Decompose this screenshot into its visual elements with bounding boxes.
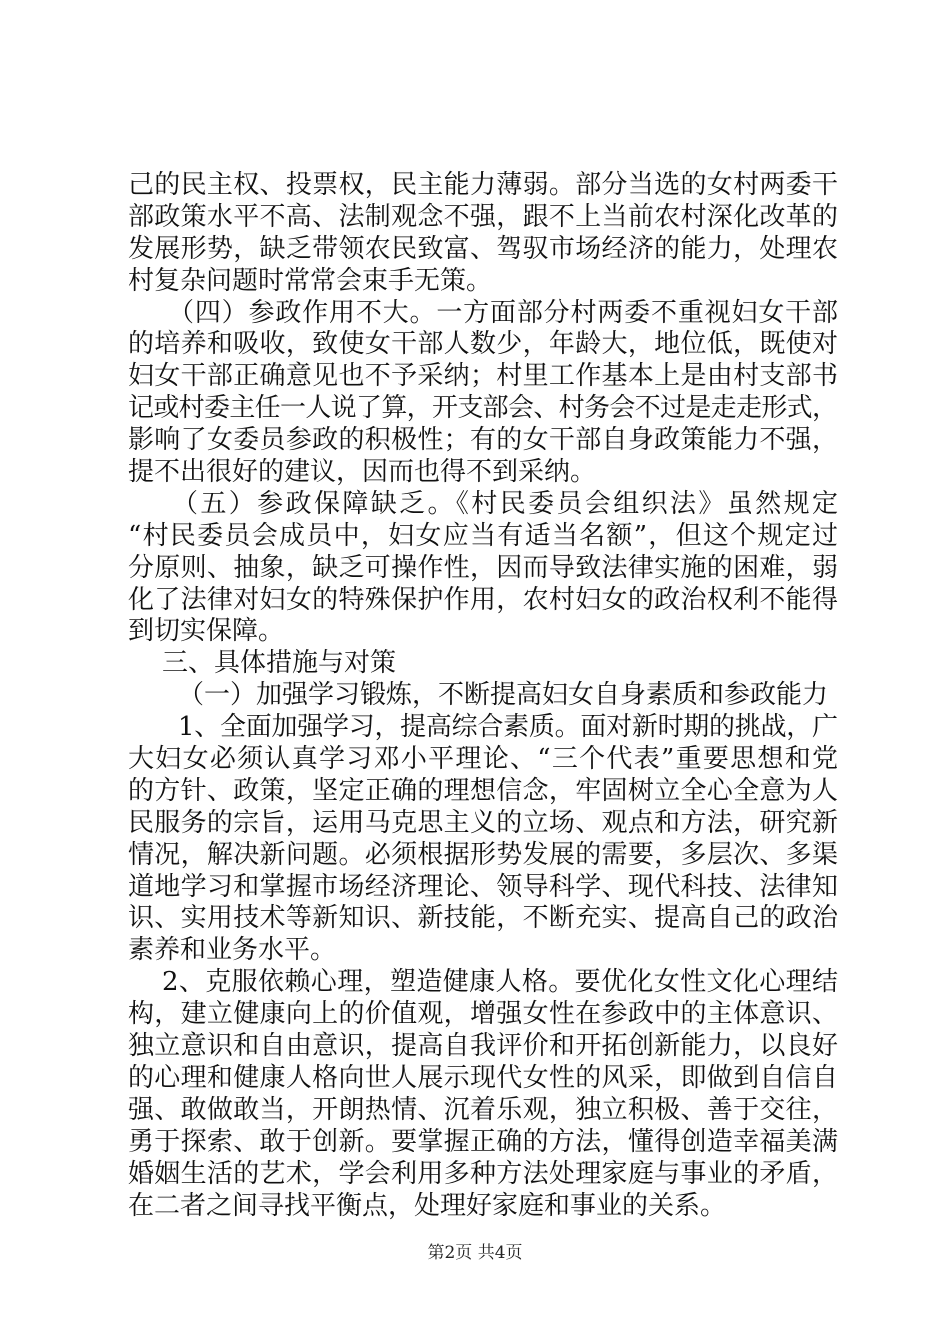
text-line: 发展形势，缺乏带领农民致富、驾驭市场经济的能力，处理农 (128, 233, 839, 264)
text-line: 识、实用技术等新知识、新技能，不断充实、提高自己的政治 (128, 903, 839, 934)
text-line: 情况，解决新问题。必须根据形势发展的需要，多层次、多渠 (128, 839, 839, 870)
text-line: 己的民主权、投票权，民主能力薄弱。部分当选的女村两委干 (128, 170, 839, 200)
text-line: 勇于探索、敢于创新。要掌握正确的方法，懂得创造幸福美满 (128, 1126, 839, 1157)
text-line: 到切实保障。 (128, 616, 285, 647)
text-line: 婚姻生活的艺术，学会利用多种方法处理家庭与事业的矛盾， (128, 1158, 839, 1189)
text-line: 民服务的宗旨，运用马克思主义的立场、观点和方法，研究新 (128, 807, 839, 838)
text-line: （四）参政作用不大。一方面部分村两委不重视妇女干部 (168, 297, 839, 328)
text-line: “村民委员会成员中，妇女应当有适当名额”，但这个规定过 (128, 520, 840, 551)
text-line: 强、敢做敢当，开朗热情、沉着乐观，独立积极、善于交往， (128, 1094, 839, 1125)
text-line: 部政策水平不高、法制观念不强，跟不上当前农村深化改革的 (128, 201, 839, 232)
text-line: 提不出很好的建议，因而也得不到采纳。 (128, 457, 597, 488)
text-line: 影响了女委员参政的积极性；有的女干部自身政策能力不强， (128, 425, 839, 456)
text-line: （一）加强学习锻炼，不断提高妇女自身素质和参政能力 (178, 680, 829, 711)
text-line: 的方针、政策，坚定正确的理想信念，牢固树立全心全意为人 (128, 775, 839, 806)
document-body (128, 170, 841, 1222)
text-line: 化了法律对妇女的特殊保护作用，农村妇女的政治权利不能得 (128, 584, 839, 615)
text-line: 的心理和健康人格向世人展示现代女性的风采，即做到自信自 (128, 1062, 839, 1093)
text-line: 的培养和吸收，致使女干部人数少，年龄大，地位低，既使对 (128, 329, 839, 360)
text-line: 妇女干部正确意见也不予采纳；村里工作基本上是由村支部书 (128, 361, 839, 392)
text-line: 道地学习和掌握市场经济理论、领导科学、现代科技、法律知 (128, 871, 839, 902)
text-line: 1、全面加强学习，提高综合素质。面对新时期的挑战，广 (178, 712, 838, 743)
text-line: 素养和业务水平。 (128, 935, 337, 966)
text-line: 记或村委主任一人说了算，开支部会、村务会不过是走走形式， (128, 393, 838, 424)
text-line: 2、克服依赖心理，塑造健康人格。要优化女性文化心理结 (162, 967, 839, 998)
text-line: （五）参政保障缺乏。《村民委员会组织法》虽然规定 (172, 488, 841, 519)
text-line: 三、具体措施与对策 (162, 648, 397, 679)
page-footer: 第2页 共4页 (427, 1243, 523, 1263)
text-line: 大妇女必须认真学习邓小平理论、“三个代表”重要思想和党 (128, 744, 840, 775)
text-line: 构，建立健康向上的价值观，增强女性在参政中的主体意识、 (128, 999, 839, 1030)
text-line: 独立意识和自由意识，提高自我评价和开拓创新能力，以良好 (128, 1031, 839, 1062)
text-line: 分原则、抽象，缺乏可操作性，因而导致法律实施的困难，弱 (128, 552, 839, 583)
text-line: 村复杂问题时常常会束手无策。 (128, 265, 493, 296)
text-line: 在二者之间寻找平衡点，处理好家庭和事业的关系。 (128, 1190, 727, 1221)
